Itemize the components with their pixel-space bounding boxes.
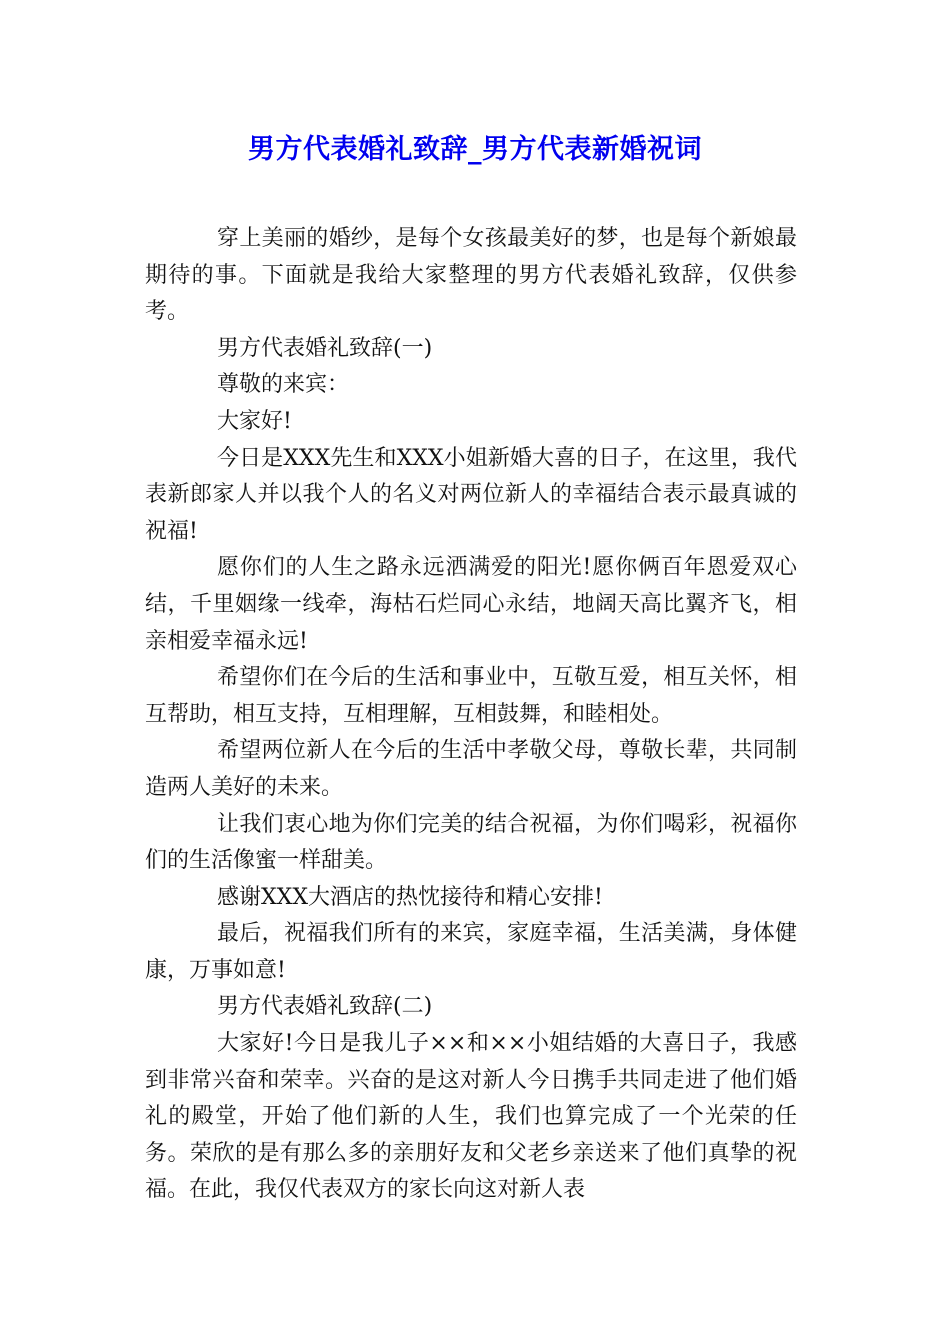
paragraph: 希望两位新人在今后的生活中孝敬父母，尊敬长辈，共同制造两人美好的未来。 [145, 738, 797, 800]
paragraph-greeting: 大家好! [217, 408, 292, 434]
paragraph: 让我们衷心地为你们完美的结合祝福，为你们喝彩，祝福你们的生活像蜜一样甜美。 [145, 811, 797, 874]
paragraph: 最后，祝福我们所有的来宾，家庭幸福，生活美满，身体健康，万事如意! [145, 921, 797, 983]
section-heading-1: 男方代表婚礼致辞(一) [217, 335, 433, 361]
paragraph: 今日是XXX先生和XXX小姐新婚大喜的日子，在这里，我代表新郎家人并以我个人的名义对两位新人的幸福结合表示最真诚的祝福! [145, 445, 797, 544]
paragraph: 大家好!今日是我儿子××和××小姐结婚的大喜日子，我感到非常兴奋和荣幸。兴奋的是这对新人今日携手共同走进了他们婚礼的殿堂，开始了他们新的人生，我们也算完成了一个光荣的任务。荣欣的是有那么多的亲朋好友和父老乡亲送来了他们真挚的祝福。在此，我仅代表双方的家长向这对新人表 [145, 1031, 797, 1203]
paragraph-salutation: 尊敬的来宾： [217, 372, 350, 398]
section-heading-2: 男方代表婚礼致辞(二) [217, 994, 433, 1020]
page-title: 男方代表婚礼致辞_男方代表新婚祝词 [248, 134, 702, 165]
paragraph: 希望你们在今后的生活和事业中，互敬互爱，相互关怀，相互帮助，相互支持，互相理解，互相鼓舞，和睦相处。 [145, 665, 797, 727]
paragraph-intro: 穿上美丽的婚纱，是每个女孩最美好的梦，也是每个新娘最期待的事。下面就是我给大家整理的男方代表婚礼致辞，仅供参考。 [145, 226, 797, 325]
paragraph: 愿你们的人生之路永远洒满爱的阳光!愿你俩百年恩爱双心结，千里姻缘一线牵，海枯石烂同心永结，地阔天高比翼齐飞，相亲相爱幸福永远! [145, 555, 797, 654]
paragraph: 感谢XXX大酒店的热忱接待和精心安排! [217, 884, 603, 910]
document-body [145, 221, 797, 1209]
